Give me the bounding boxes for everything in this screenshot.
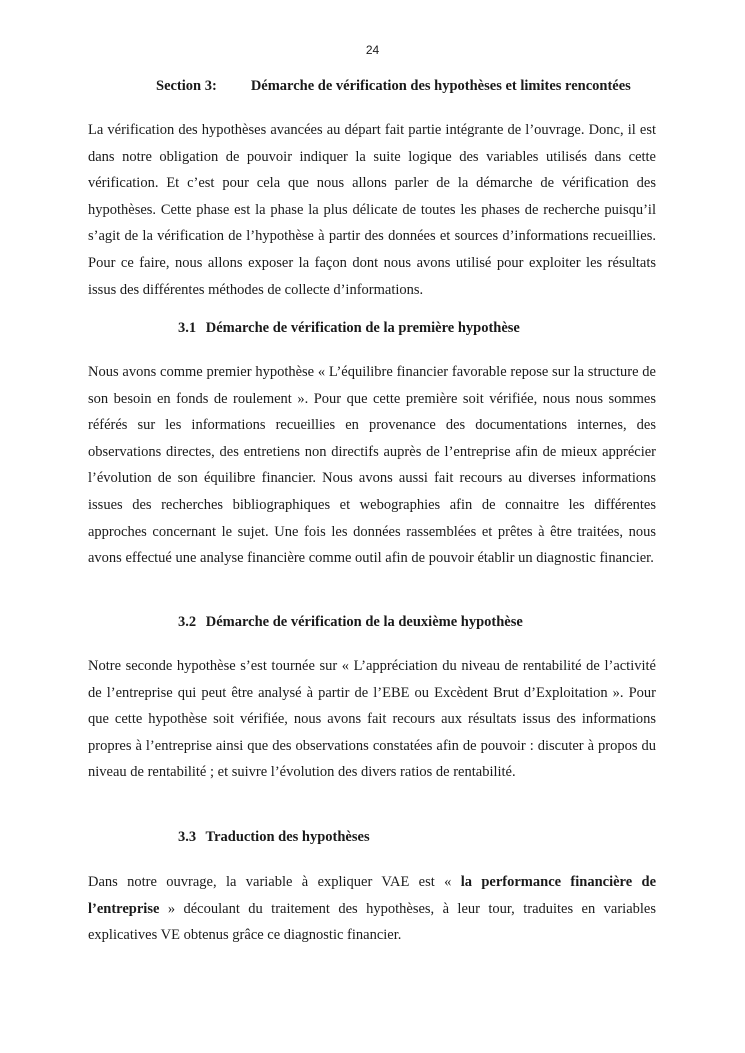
paragraph-second-hypothesis: Notre seconde hypothèse s’est tournée sur « L’appréciation du niveau de rentabilité de l’activité de l’entreprise qui peut être analysé à partir de l’EBE ou Excèdent Brut d’Exploitation ». Pour que cette hypothèse soit vérifiée, nous avons fait recours aux résultats issus des informations propres à l’entreprise ainsi que des observations constatées afin de pouvoir : discuter à propos du niveau de rentabilité ; et suivre l’évolution des divers ratios de rentabilité.	[88, 658, 656, 781]
subsection-title: Démarche de vérification de la deuxième hypothèse	[205, 614, 523, 630]
subsection-title: Traduction des hypothèses	[205, 829, 370, 845]
subsection-number: 3.2	[178, 614, 197, 630]
section-label: Section 3:	[156, 78, 217, 94]
paragraph-text-after: » découlant du traitement des hypothèses, à leur tour, traduites en variables explicatives VE obtenus grâce ce diagnostic financier.	[88, 900, 656, 944]
page-number: 24	[365, 43, 380, 57]
paragraph-bold-phrase: la performance financière de l’entreprise	[88, 874, 657, 917]
subsection-number: 3.1	[178, 320, 197, 336]
subsection-title: Démarche de vérification de la première hypothèse	[205, 320, 520, 336]
section-heading	[156, 78, 631, 95]
subsection-heading-3-3	[178, 829, 370, 846]
subsection-heading-3-1	[178, 320, 520, 337]
paragraph-intro: La vérification des hypothèses avancées au départ fait partie intégrante de l’ouvrage. Donc, il est dans notre obligation de pouvoir indiquer la suite logique des variables utilisés dans cette vérification. Et c’est pour cela que nous allons parler de la démarche de vérification des hypothèses. Cette phase est la phase la plus délicate de toutes les phases de recherche puisqu’il s’agit de la vérification de l’hypothèse à partir des données et sources d’informations recueillies. Pour ce faire, nous allons exposer la façon dont nous avons utilisé pour exploiter les résultats issus des différentes méthodes de collecte d’informations.	[88, 122, 656, 298]
subsection-number: 3.3	[178, 829, 197, 845]
paragraph-first-hypothesis: Nous avons comme premier hypothèse « L’équilibre financier favorable repose sur la structure de son besoin en fonds de roulement ». Pour que cette première soit vérifiée, nous nous sommes référés sur les informations recueillies en provenance des documentations internes, des observations directes, des entretiens non directifs auprès de l’entreprise afin de mieux apprécier l’évolution de son équilibre financier. Nous avons aussi fait recours au diverses informations issues des recherches bibliographiques et webographies afin de connaitre les différentes approches concernant le sujet. Une fois les données rassemblées et prêtes à être traitées, nous avons effectué une analyse financière comme outil afin de pouvoir établir un diagnostic financier.	[88, 364, 656, 567]
paragraph-translation	[88, 869, 656, 949]
section-title: Démarche de vérification des hypothèses et limites rencontées	[250, 78, 631, 94]
subsection-heading-3-2	[178, 614, 523, 631]
paragraph-text-before: Dans notre ouvrage, la variable à expliquer VAE est «	[88, 874, 461, 890]
